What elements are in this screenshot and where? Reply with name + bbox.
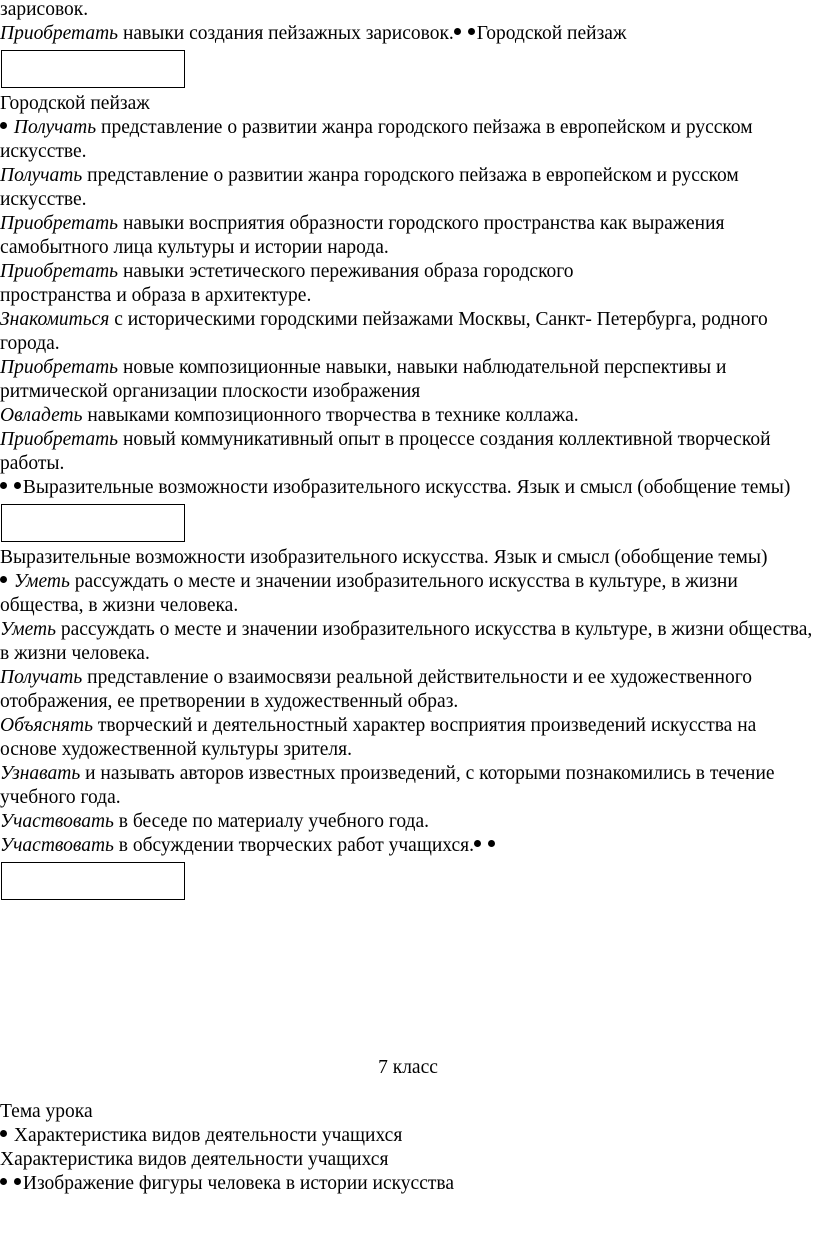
action-verb: Овладеть: [0, 405, 83, 426]
action-verb: Приобретать: [0, 357, 119, 378]
action-verb: Получать: [0, 165, 83, 186]
paragraph: Участвовать в обсуждении творческих работ учащихся.: [0, 834, 816, 858]
action-verb: Приобретать: [0, 261, 119, 282]
paragraph: Характеристика видов деятельности учащихся: [0, 1124, 816, 1148]
empty-box: [1, 50, 185, 88]
bullet-icon: [0, 122, 7, 129]
action-verb: Знакомиться: [0, 309, 110, 330]
action-verb: Получать: [0, 667, 83, 688]
action-verb: Участвовать: [0, 835, 114, 856]
paragraph: Получать представление о развитии жанра городского пейзажа в европейском и русском искусстве.: [0, 165, 739, 210]
action-verb: Получать: [13, 117, 97, 138]
paragraph: Приобретать навыки восприятия образности городского пространства как выражения самобытного лица культуры и истории народа.: [0, 213, 725, 258]
bullet-icon: [0, 482, 7, 489]
paragraph: Получать представление о взаимосвязи реальной действительности и ее художественного отображения, ее претворении в художественный образ.: [0, 667, 752, 712]
paragraph: Приобретать навыки создания пейзажных зарисовок. Городской пейзаж: [0, 23, 627, 44]
action-verb: Объяснять: [0, 715, 93, 736]
paragraph: Уметь рассуждать о месте и значении изобразительного искусства в культуре, в жизни общества, в жизни человека.: [0, 571, 738, 616]
spacer: [0, 904, 816, 1056]
lesson-topic-label: Тема урока: [0, 1101, 93, 1122]
paragraph: Овладеть навыками композиционного творчества в технике коллажа.: [0, 405, 579, 426]
bullet-icon: [14, 1178, 21, 1185]
paragraph: Узнавать и называть авторов известных произведений, с которыми познакомились в течение учебного года.: [0, 763, 775, 808]
action-verb: Участвовать: [0, 811, 114, 832]
activity-label: Характеристика видов деятельности учащихся: [0, 1149, 389, 1170]
paragraph: Участвовать в беседе по материалу учебного года.: [0, 811, 429, 832]
bullet-icon: [474, 840, 481, 847]
paragraph: Объяснять творческий и деятельностный характер восприятия произведений искусства на основе художественной культуры зрителя.: [0, 715, 757, 760]
paragraph: Уметь рассуждать о месте и значении изобразительного искусства в культуре, в жизни общества, в жизни человека.: [0, 619, 813, 664]
bullet-icon: [468, 28, 475, 35]
paragraph: Выразительные возможности изобразительного искусства. Язык и смысл (обобщение темы): [0, 476, 816, 500]
paragraph: Изображение фигуры человека в истории искусства: [0, 1172, 816, 1196]
bullet-icon: [0, 1178, 7, 1185]
bullet-icon: [14, 482, 21, 489]
bullet-icon: [0, 1130, 7, 1137]
paragraph: Приобретать навыки эстетического переживания образа городского пространства и образа в архитектуре.: [0, 261, 574, 306]
action-verb: Уметь: [13, 571, 70, 592]
bullet-icon: [454, 28, 461, 35]
action-verb: Приобретать: [0, 213, 119, 234]
bullet-icon: [0, 576, 7, 583]
empty-box: [1, 504, 185, 542]
bullet-icon: [488, 840, 495, 847]
paragraph: Приобретать новый коммуникативный опыт в процессе создания коллективной творческой работы.: [0, 429, 771, 474]
text-line: зарисовок.: [0, 0, 89, 20]
paragraph: Приобретать новые композиционные навыки, навыки наблюдательной перспективы и ритмической организации плоскости изображения: [0, 357, 727, 402]
action-verb: Уметь: [0, 619, 56, 640]
action-verb: Приобретать: [0, 429, 119, 450]
paragraph: Знакомиться с историческими городскими пейзажами Москвы, Санкт- Петербурга, родного города.: [0, 309, 768, 354]
empty-box: [1, 862, 185, 900]
paragraph: Получать представление о развитии жанра городского пейзажа в европейском и русском искусстве.: [0, 117, 753, 162]
action-verb: Узнавать: [0, 763, 81, 784]
section-heading: Выразительные возможности изобразительного искусства. Язык и смысл (обобщение темы): [0, 547, 768, 568]
action-verb: Приобретать: [0, 23, 119, 44]
grade-heading: 7 класс: [378, 1057, 438, 1078]
section-heading: Городской пейзаж: [0, 93, 150, 114]
